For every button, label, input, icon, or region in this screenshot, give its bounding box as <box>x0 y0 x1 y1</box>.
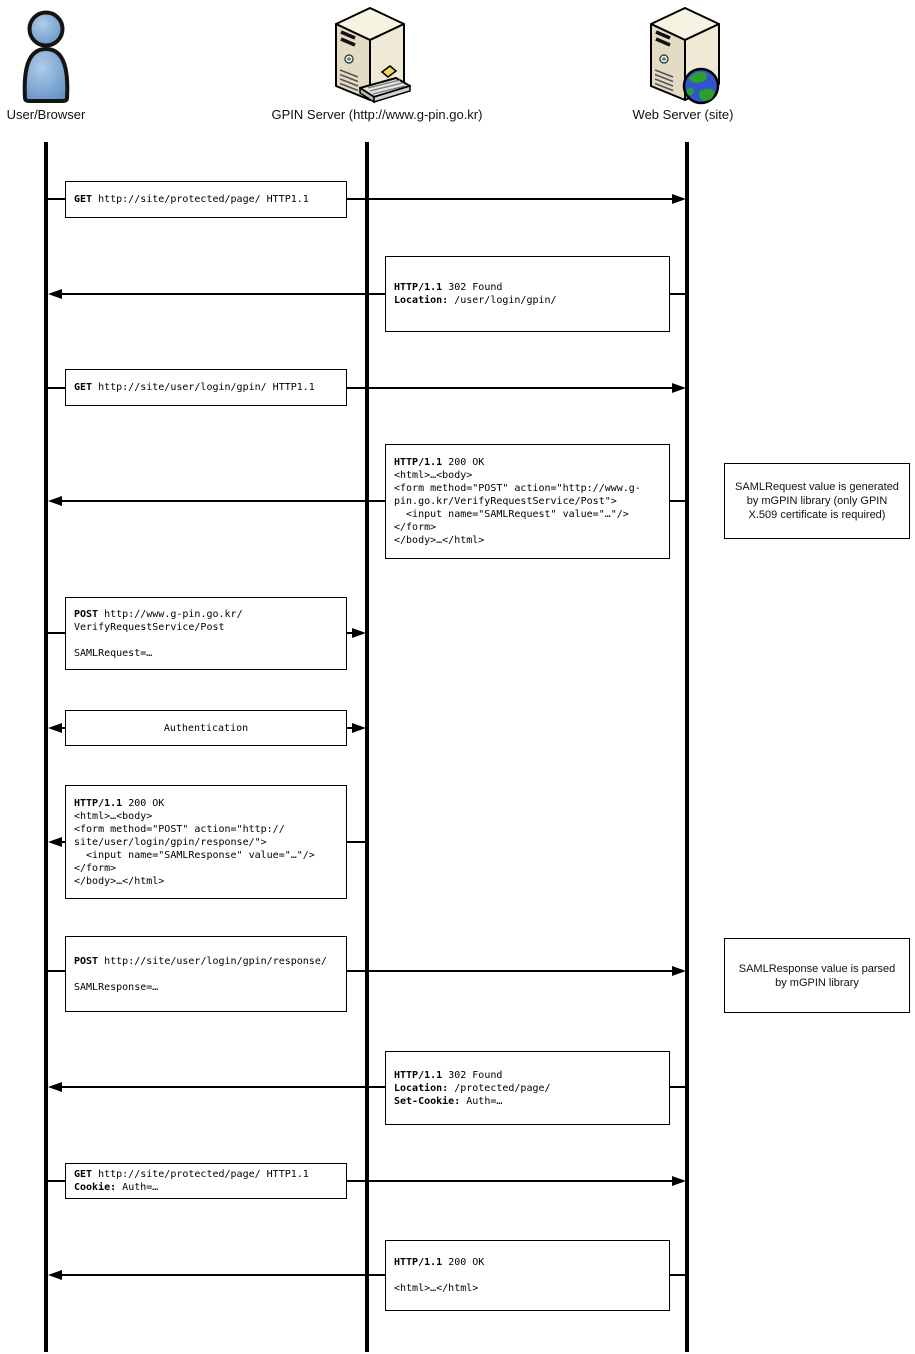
note-samlresponse-text: SAMLResponse value is parsed by mGPIN library <box>738 962 896 989</box>
note-samlrequest-text: SAMLRequest value is generated by mGPIN library (only GPIN X.509 certificate is required) <box>735 481 899 521</box>
actor-label-gpin-server: GPIN Server (http://www.g-pin.go.kr) <box>271 107 483 122</box>
arrow-9-head-left-icon <box>48 1082 62 1092</box>
lifeline-web-server <box>685 142 689 1352</box>
message-box-get-with-cookie: GET http://site/protected/page/ HTTP1.1 Cookie: Auth=… <box>65 1163 347 1199</box>
actor-label-user: User/Browser <box>6 107 86 122</box>
message-box-200-final: HTTP/1.1 200 OK <html>…</html> <box>385 1240 670 1311</box>
lifeline-user <box>44 142 48 1352</box>
message-box-authentication: Authentication <box>65 710 347 746</box>
message-box-post-verifyrequestservice: POST http://www.g-pin.go.kr/ VerifyRequestService/Post SAMLRequest=… <box>65 597 347 670</box>
lifeline-gpin-server <box>365 142 369 1352</box>
arrow-2-head-left-icon <box>48 289 62 299</box>
arrow-1-head-right-icon <box>672 194 686 204</box>
arrow-7-head-left-icon <box>48 837 62 847</box>
server-globe-icon <box>639 2 727 106</box>
note-samlresponse-parsed <box>724 938 910 1013</box>
user-icon <box>13 8 79 104</box>
arrow-10-head-right-icon <box>672 1176 686 1186</box>
message-box-200-samlresponse-form: HTTP/1.1 200 OK <html>…<body> <form method="POST" action="http:// site/user/login/gpin/response/"> <input name="SAMLResponse" value="…"/> </form> </body>…</html> <box>65 785 347 899</box>
actor-label-web-server: Web Server (site) <box>632 107 734 122</box>
arrow-11-head-left-icon <box>48 1270 62 1280</box>
note-samlrequest-generated <box>724 463 910 539</box>
arrow-3-head-right-icon <box>672 383 686 393</box>
message-box-get-protected-page: GET http://site/protected/page/ HTTP1.1 <box>65 181 347 218</box>
message-box-get-login-gpin: GET http://site/user/login/gpin/ HTTP1.1 <box>65 369 347 406</box>
arrow-5-head-right-icon <box>352 628 366 638</box>
message-box-302-set-cookie: HTTP/1.1 302 Found Location: /protected/page/ Set-Cookie: Auth=… <box>385 1051 670 1125</box>
server-keyboard-icon <box>324 2 412 106</box>
message-box-post-gpin-response: POST http://site/user/login/gpin/response/ SAMLResponse=… <box>65 936 347 1012</box>
arrow-8-head-right-icon <box>672 966 686 976</box>
arrow-4-head-left-icon <box>48 496 62 506</box>
arrow-6-head-right-icon <box>352 723 366 733</box>
message-box-302-login-gpin: HTTP/1.1 302 Found Location: /user/login/gpin/ <box>385 256 670 332</box>
message-box-200-samlrequest-form: HTTP/1.1 200 OK <html>…<body> <form method="POST" action="http://www.g- pin.go.kr/VerifyRequestService/Post"> <input name="SAMLRequest" value="…"/> </form> </body>…</html> <box>385 444 670 559</box>
arrow-6-head-left-icon <box>48 723 62 733</box>
